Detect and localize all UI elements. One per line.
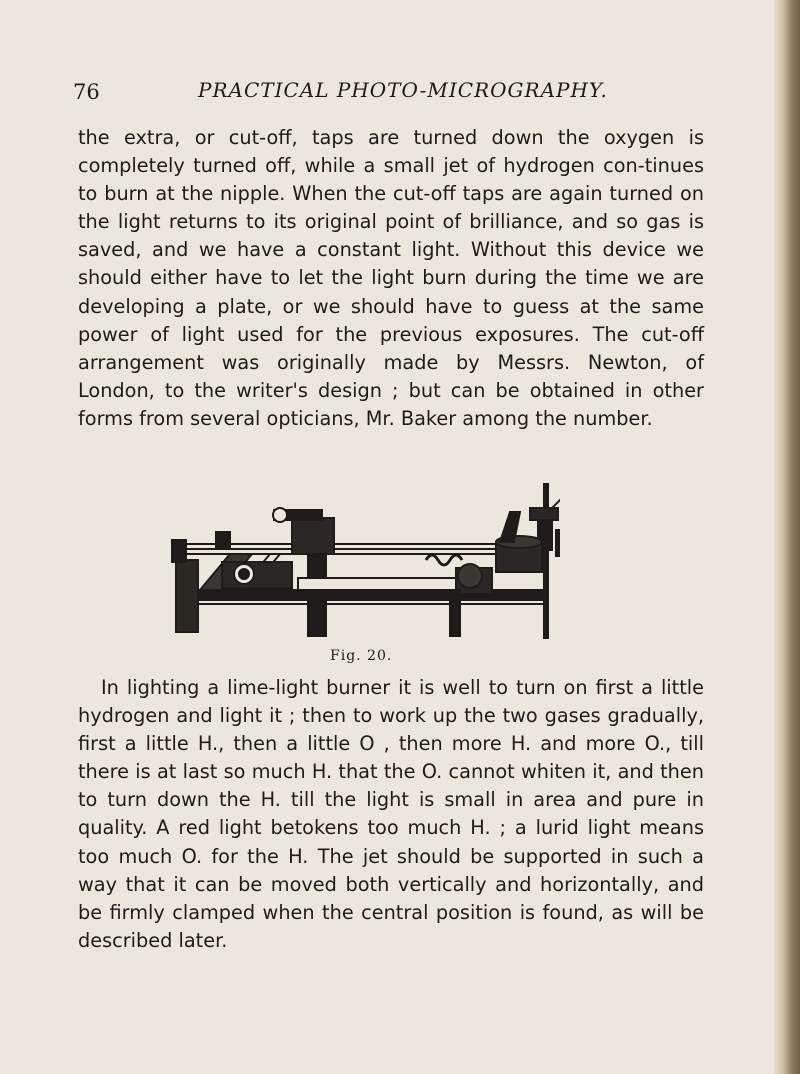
page-edge-shadow <box>774 0 800 1074</box>
paragraph-lighting: In lighting a lime-light burner it is well to turn on first a little hydrogen and light it ; then to work up the two gases gradually, first a little H., then a little O , then more H. and more O., till there is at last so much H. that the O. cannot whiten it, and then to turn down the H. till the light is small in area and pure in quality. A red light betokens too much H. ; a lurid light means too much O. for the H. The jet should be supported in such a way that it can be moved both vertically and horizontally, and be firmly clamped when the central position is found, as will be described later. <box>78 676 704 952</box>
figure-caption: Fig. 20. <box>330 648 393 664</box>
paragraph-cut-off: the extra, or cut-off, taps are turned down the oxygen is completely turned off, while a small jet of hydrogen con-tinues to burn at the nipple. When the cut-off taps are again turned on the light returns to its original point of brilliance, and so gas is saved, and we have a constant light. Without this device we should either have to let the light burn during the time we are developing a plate, or we should have to guess at the same power of light used for the previous exposures. The cut-off arrangement was originally made by Messrs. Newton, of London, to the writer's design ; but can be obtained in other forms from several opticians, Mr. Baker among the number. <box>78 126 704 430</box>
running-head: PRACTICAL PHOTO-MICROGRAPHY. <box>198 78 608 102</box>
page-number: 76 <box>73 80 100 104</box>
cut-off-apparatus-figure <box>170 482 560 640</box>
